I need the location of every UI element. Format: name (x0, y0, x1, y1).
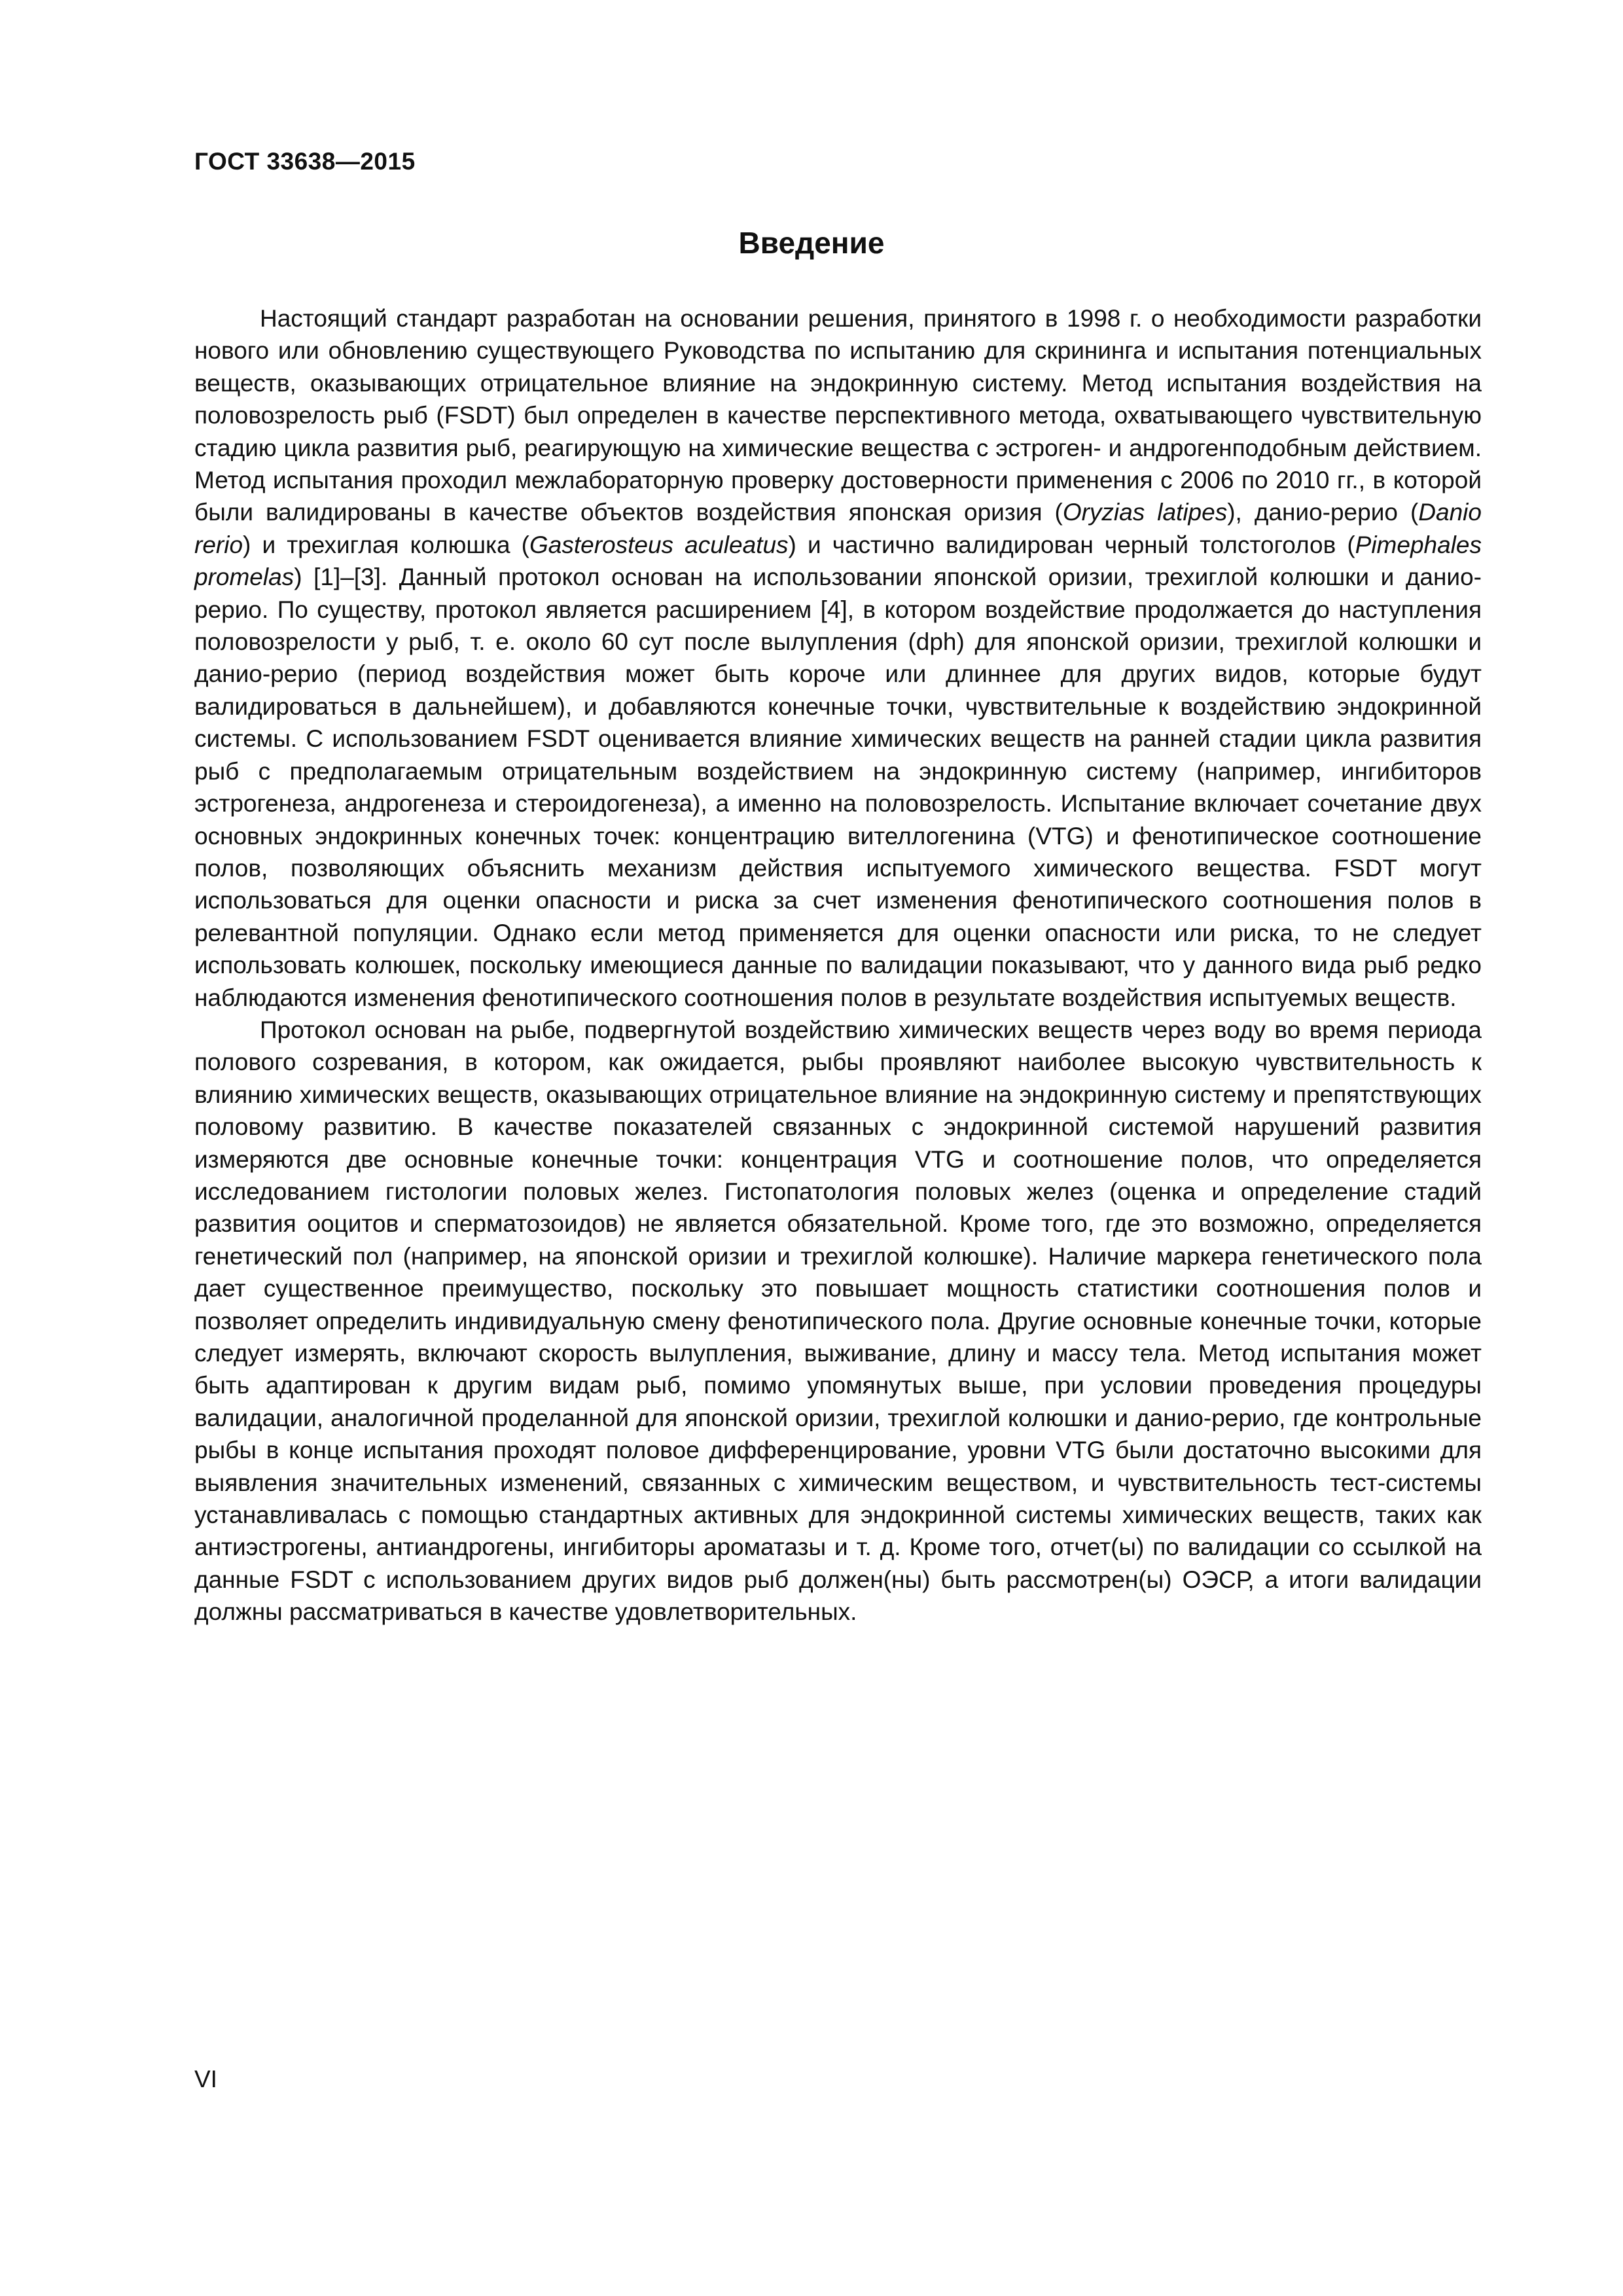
text-run: Протокол основан на рыбе, подвергнутой воздействию химических веществ через воду во время периода полового созревания, в котором, как ожидается, рыбы проявляют наиболее высокую чувствительность к влиянию химических веществ, оказывающих отрицательное влияние на эндокринную систему и препятствующих половому развитию. В качестве показателей связанных с эндокринной системой нарушений развития измеряются две основные конечные точки: концентрация VTG и соотношение полов, что определяется исследованием гистологии половых желез. Гистопатология половых желез (оценка и определение стадий развития ооцитов и сперматозоидов) не является обязательной. Кроме того, где это возможно, определяется генетический пол (например, на японской оризии и трехиглой колюшке). Наличие маркера генетического пола дает существенное преимущество, поскольку это повышает мощность статистики соотношения полов и позволяет определить индивидуальную смену фенотипического пола. Другие основные конечные точки, которые следует измерять, включают скорость вылупления, выживание, длину и массу тела. Метод испытания может быть адаптирован к другим видам рыб, помимо упомянутых выше, при условии проведения процедуры валидации, аналогичной проделанной для японской оризии, трехиглой колюшки и данио-рерио, где контрольные рыбы в конце испытания проходят половое дифференцирование, уровни VTG были достаточно высокими для выявления значительных изменений, связанных с химическим веществом, и чувствительность тест-системы устанавливалась с помощью стандартных активных для эндокринной системы химических веществ, таких как антиэстрогены, антиандрогены, ингибиторы ароматазы и т. д. Кроме того, отчет(ы) по валидации со ссылкой на данные FSDT с использованием других видов рыб должен(ны) быть рассмотрен(ы) ОЭСР, а итоги валидации должны рассматриваться в качестве удовлетворительных. (194, 1016, 1482, 1626)
text-run: ), данио-рерио ( (1227, 499, 1419, 526)
species-name: Gasterosteus aculeatus (529, 531, 789, 558)
document-header: ГОСТ 33638—2015 (194, 148, 416, 175)
species-name: Pimephales promelas (194, 531, 1482, 591)
species-name: Danio rerio (194, 499, 1482, 558)
species-name: Oryzias latipes (1062, 499, 1228, 526)
text-run: ) [1]–[3]. Данный протокол основан на использовании японской оризии, трехиглой колюшки и данио-рерио. По существу, протокол является расширением [4], в котором воздействие продолжается до наступления половозрелости у рыб, т. е. около 60 сут после вылупления (dph) для японской оризии, трехиглой колюшки и данио-рерио (период воздействия может быть короче или длиннее для других видов, которые будут валидироваться в дальнейшем), и добавляются конечные точки, чувствительные к воздействию эндокринной системы. С использованием FSDT оценивается влияние химических веществ на ранней стадии цикла развития рыб с предполагаемым отрицательным воздействием на эндокринную систему (например, ингибиторов эстрогенеза, андрогенеза и стероидогенеза), а именно на половозрелость. Испытание включает сочетание двух основных эндокринных конечных точек: концентрацию вителлогенина (VTG) и фенотипическое соотношение полов, позволяющих объяснить механизм действия испытуемого химического вещества. FSDT могут использоваться для оценки опасности и риска за счет изменения фенотипического соотношения полов в релевантной популяции. Однако если метод применяется для оценки опасности или риска, то не следует использовать колюшек, поскольку имеющиеся данные по валидации показывают, что у данного вида рыб редко наблюдаются изменения фенотипического соотношения полов в результате воздействия испытуемых веществ. (194, 564, 1482, 1011)
section-title: Введение (738, 226, 885, 260)
paragraph-1 (194, 302, 1482, 1014)
text-run: Настоящий стандарт разработан на основании решения, принятого в 1998 г. о необходимости разработки нового или обновлению существующего Руководства по испытанию для скрининга и испытания потенциальных веществ, оказывающих отрицательное влияние на эндокринную систему. Метод испытания воздействия на половозрелость рыб (FSDT) был определен в качестве перспективного метода, охватывающего чувствительную стадию цикла развития рыб, реагирующую на химические вещества с эстроген- и андрогенподобным действием. Метод испытания проходил межлабораторную проверку достоверности применения с 2006 по 2010 гг., в которой были валидированы в качестве объектов воздействия японская оризия ( (194, 305, 1482, 526)
text-run: ) и трехиглая колюшка ( (243, 531, 529, 558)
text-run: ) и частично валидирован черный толстоголов ( (788, 531, 1355, 558)
document-body (194, 302, 1482, 1628)
paragraph-2 (194, 1014, 1482, 1628)
page-number: VI (194, 2066, 217, 2092)
